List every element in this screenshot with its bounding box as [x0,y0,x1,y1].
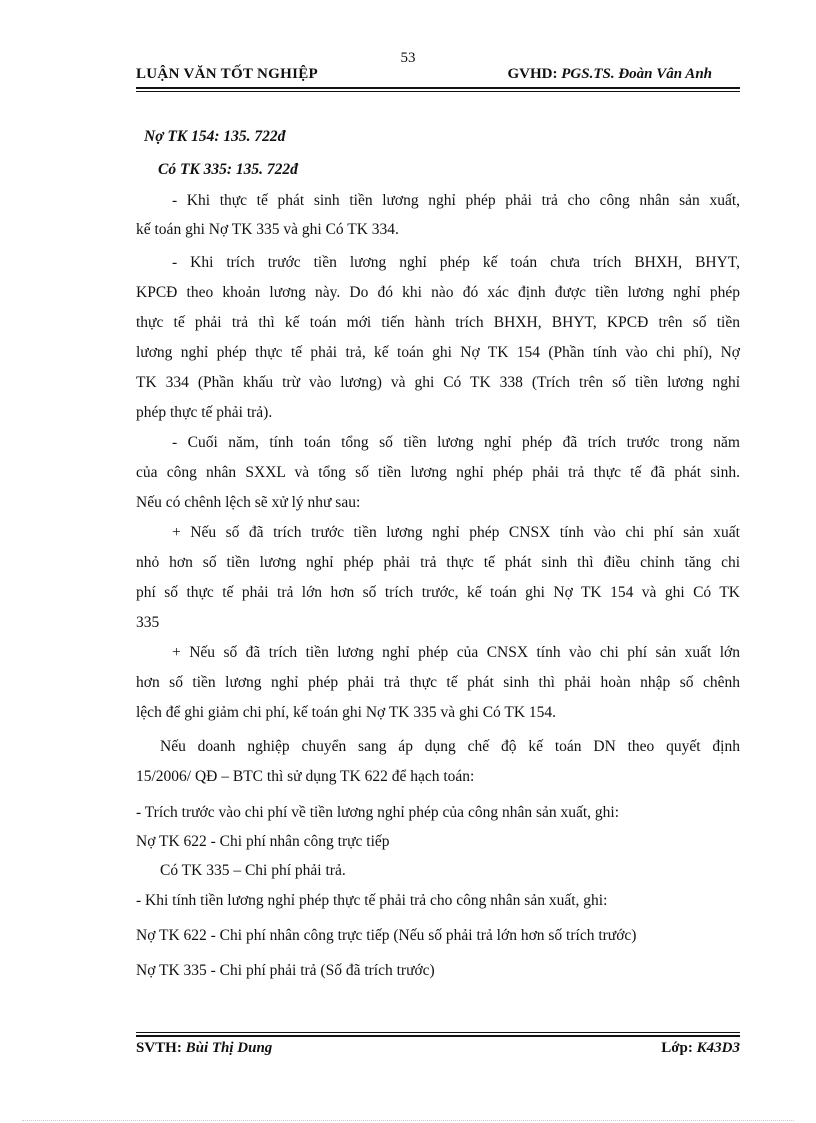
para-4-line: 335 [136,614,160,631]
para-3-line: Nếu có chênh lệch sẽ xử lý như sau: [136,494,361,511]
para-5-line: hơn số tiền lương nghỉ phép phải trả thực tế phát sinh thì phải hoàn nhập số chênh [136,674,740,691]
entry-credit-335: Có TK 335: 135. 722đ [158,161,298,178]
header-rule-thin [136,91,740,92]
footer-class [661,1040,740,1057]
footer-rule [136,1035,740,1037]
para-1-line: kế toán ghi Nợ TK 335 và ghi Có TK 334. [136,221,399,238]
page-footer [136,1040,740,1060]
page-edge-divider [22,1120,794,1121]
para-2-line: lương nghỉ phép thực tế phải trả, kế toán ghi Nợ TK 154 (Phần tính vào chi phí), Nợ [136,344,740,361]
entry-debit-622: Nợ TK 622 - Chi phí nhân công trực tiếp [136,833,390,850]
header-advisor [508,66,713,83]
para-6-line: 15/2006/ QĐ – BTC thì sử dụng TK 622 để hạch toán: [136,768,475,785]
para-3-line: - Cuối năm, tính toán tổng số tiền lương nghỉ phép đã trích trước trong năm [172,434,740,451]
advisor-label: GVHD: [507,66,558,82]
para-2-line: thực tế phải trả thì kế toán mới tiến hành trích BHXH, BHYT, KPCĐ trên số tiền [136,314,740,331]
class-label: Lớp: [661,1040,693,1056]
entry-debit-335-actual: Nợ TK 335 - Chi phí phải trả (Số đã trích trước) [136,962,435,979]
entry-debit-622-actual: Nợ TK 622 - Chi phí nhân công trực tiếp (Nếu số phải trả lớn hơn số trích trước) [136,927,637,944]
para-5-line: + Nếu số đã trích tiền lương nghỉ phép của CNSX tính vào chi phí sản xuất lớn [172,644,740,661]
para-6-line: Nếu doanh nghiệp chuyển sang áp dụng chế độ kế toán DN theo quyết định [160,738,740,755]
instruction-line: - Trích trước vào chi phí về tiền lương nghỉ phép của công nhân sản xuất, ghi: [136,804,620,821]
para-4-line: phí số thực tế phải trả lớn hơn số trích trước, kế toán ghi Nợ TK 154 và ghi Có TK [136,584,740,601]
para-4-line: + Nếu số đã trích trước tiền lương nghỉ phép CNSX tính vào chi phí sản xuất [172,524,740,541]
entry-credit-335-payable: Có TK 335 – Chi phí phải trả. [160,862,346,879]
page-header [136,66,740,86]
footer-rule-thin [136,1032,740,1033]
entry-debit-154: Nợ TK 154: 135. 722đ [144,128,286,145]
class-value: K43D3 [696,1040,740,1056]
para-3-line: của công nhân SXXL và tổng số tiền lương nghỉ phép phải trả thực tế đã phát sinh. [136,464,740,481]
para-1-line: - Khi thực tế phát sinh tiền lương nghỉ phép phải trả cho công nhân sản xuất, [172,192,740,209]
para-2-line: phép thực tế phải trả). [136,404,273,421]
instruction-line: - Khi tính tiền lương nghỉ phép thực tế phải trả cho công nhân sản xuất, ghi: [136,892,608,909]
page-number: 53 [400,50,416,66]
header-title: LUẬN VĂN TỐT NGHIỆP [136,66,318,82]
para-2-line: KPCĐ theo khoản lương này. Do đó khi nào đó xác định được tiền lương nghỉ phép [136,284,740,301]
student-label: SVTH: [136,1040,182,1056]
student-name: Bùi Thị Dung [185,1040,273,1056]
header-rule [136,87,740,89]
para-5-line: lệch để ghi giảm chi phí, kế toán ghi Nợ TK 335 và ghi Có TK 154. [136,704,557,721]
advisor-name: PGS.TS. Đoàn Vân Anh [561,66,712,82]
para-2-line: TK 334 (Phần khấu trừ vào lương) và ghi Có TK 338 (Trích trên số tiền lương nghỉ [136,374,740,391]
footer-student [136,1040,272,1057]
para-4-line: nhỏ hơn số tiền lương nghỉ phép phải trả thực tế phát sinh thì điều chỉnh tăng chi [136,554,740,571]
para-2-line: - Khi trích trước tiền lương nghỉ phép kế toán chưa trích BHXH, BHYT, [172,254,740,271]
